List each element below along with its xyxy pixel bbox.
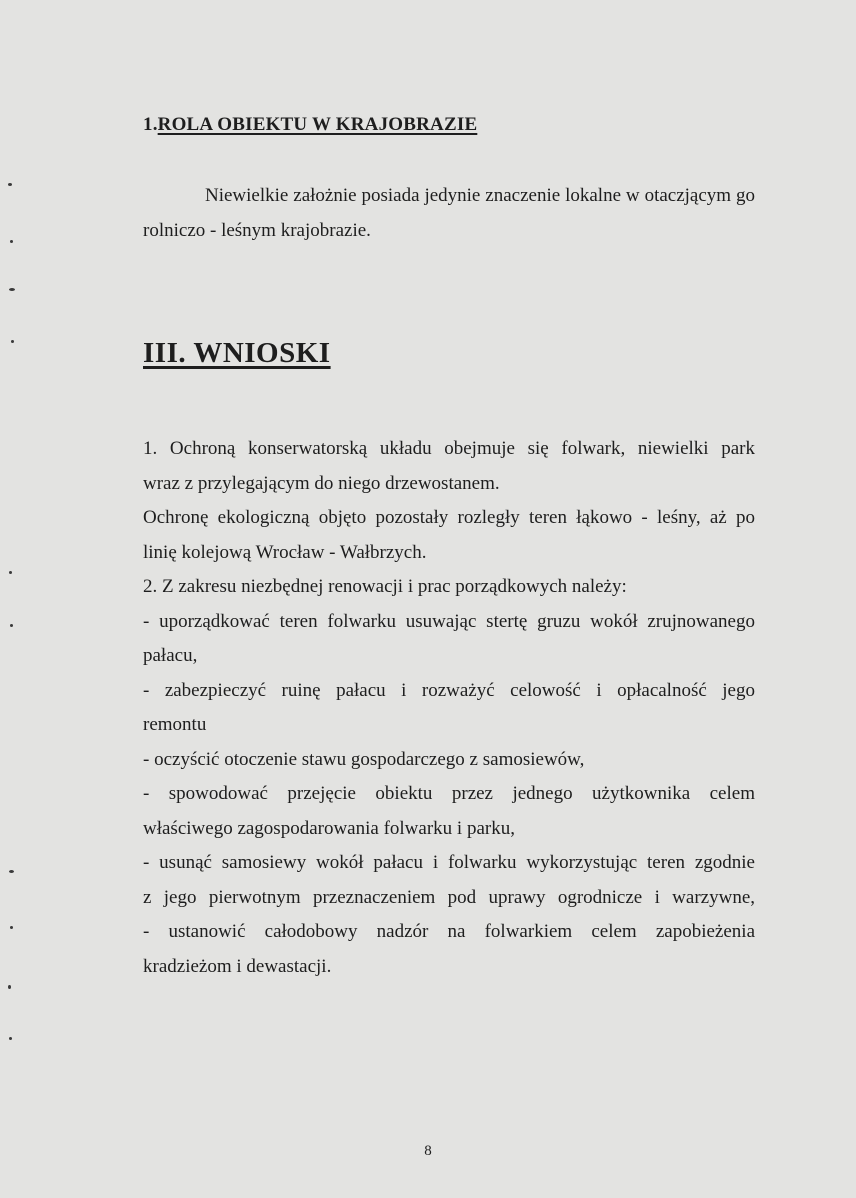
conclusion-line: remontu xyxy=(143,714,207,735)
conclusion-line: Ochronę ekologiczną objęto pozostały rozległy teren łąkowo - leśny, aż po xyxy=(143,507,755,528)
margin-speck xyxy=(10,624,13,627)
section-number: 1. xyxy=(143,114,158,135)
conclusion-line: linię kolejową Wrocław - Wałbrzych. xyxy=(143,541,427,563)
margin-speck xyxy=(9,288,15,291)
conclusion-line: - spowodować przejęcie obiektu przez jednego użytkownika celem xyxy=(143,783,755,804)
conclusion-line: 1. Ochroną konserwatorską układu obejmuje się folwark, niewielki park xyxy=(143,438,755,459)
conclusion-line: - ustanowić całodobowy nadzór na folwarkiem celem zapobieżenia xyxy=(143,921,755,942)
margin-speck xyxy=(8,985,11,989)
margin-speck xyxy=(9,571,12,574)
conclusion-line: 2. Z zakresu niezbędnej renowacji i prac porządkowych należy: xyxy=(143,576,627,597)
margin-speck xyxy=(10,926,13,929)
section-title: ROLA OBIEKTU W KRAJOBRAZIE xyxy=(157,114,478,135)
conclusion-line: kradzieżom i dewastacji. xyxy=(143,955,332,977)
conclusion-line: - zabezpieczyć ruinę pałacu i rozważyć celowość i opłacalność jego xyxy=(143,679,755,701)
conclusion-line: - oczyścić otoczenie stawu gospodarczego z samosiewów, xyxy=(143,748,585,770)
margin-speck xyxy=(9,870,14,873)
conclusion-line: - usunąć samosiewy wokół pałacu i folwarku wykorzystując teren zgodnie xyxy=(143,852,755,873)
margin-speck xyxy=(9,1037,12,1040)
conclusion-line: pałacu, xyxy=(143,645,198,666)
conclusion-line: właściwego zagospodarowania folwarku i parku, xyxy=(143,817,515,839)
section-heading xyxy=(143,114,477,136)
chapter-heading: III. WNIOSKI xyxy=(143,337,331,369)
section-paragraph-text: Niewielkie założnie posiada jedynie znaczenie lokalne w otaczjącym go rolniczo - leśnym krajobrazie. xyxy=(143,185,755,241)
section-paragraph xyxy=(143,179,755,248)
conclusions-list xyxy=(143,432,755,984)
margin-speck xyxy=(10,240,13,243)
page-number: 8 xyxy=(424,1143,432,1159)
conclusion-line: wraz z przylegającym do niego drzewostanem. xyxy=(143,472,500,494)
conclusion-line: z jego pierwotnym przeznaczeniem pod uprawy ogrodnicze i warzywne, xyxy=(143,886,755,908)
margin-speck xyxy=(11,340,14,343)
conclusion-line: - uporządkować teren folwarku usuwając stertę gruzu wokół zrujnowanego xyxy=(143,610,755,632)
margin-speck xyxy=(8,183,12,186)
